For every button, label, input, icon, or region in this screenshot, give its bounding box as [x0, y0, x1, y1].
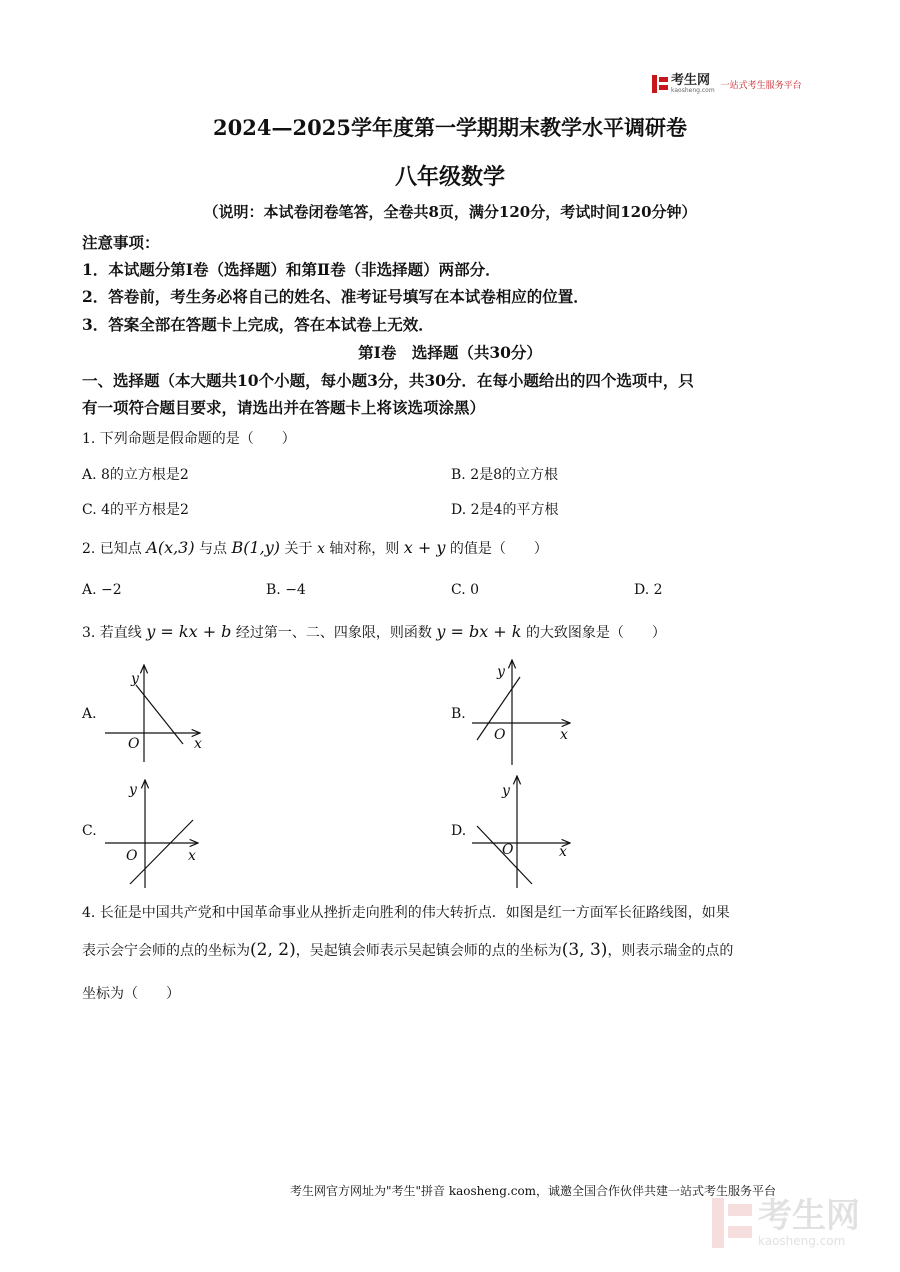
exam-title: 2024—2025学年度第一学期期末教学水平调研卷 [213, 115, 687, 140]
exam-note: （说明：本试卷闭卷笔答，全卷共8页，满分120分，考试时间120分钟） [203, 203, 697, 221]
q2-option-b: B. −4 [266, 582, 306, 598]
footer-text: 考生网官方网址为"考生"拼音 kaosheng.com，诚邀全国合作伙伴共建一站式考生服务平台 [290, 1184, 777, 1198]
q1-option-c: C. 4的平方根是2 [82, 502, 189, 518]
notice-item-2: 2．答卷前，考生务必将自己的姓名、准考证号填写在本试卷相应的位置． [82, 287, 589, 306]
q1-option-b: B. 2是8的立方根 [451, 467, 559, 483]
q4-line-1: 4. 长征是中国共产党和中国革命事业从挫折走向胜利的伟大转折点．如图是红一方面军长征路线图，如果 [82, 905, 730, 921]
q3-line1: y = kx + b [146, 622, 232, 641]
q3-label-d: D. [451, 823, 467, 839]
graph-a-origin: O [128, 736, 140, 752]
graph-b-x-label: x [560, 727, 568, 743]
q3-line2: y = bx + k [436, 622, 522, 641]
q2-suffix: 的值是（ ） [449, 541, 548, 557]
graph-c-origin: O [126, 848, 138, 864]
graph-d-origin: O [502, 842, 514, 858]
q3-label-c: C. [82, 823, 97, 839]
graph-b-origin: O [494, 727, 506, 743]
graph-b-y-label: y [497, 664, 505, 680]
graph-a-line [136, 685, 183, 744]
graph-d-y-label: y [502, 783, 510, 799]
q1-option-d: D. 2是4的平方根 [451, 502, 559, 518]
q2-option-c: C. 0 [451, 582, 480, 598]
q2-point-a: A(x,3) [146, 538, 195, 557]
graph-a-y-label: y [131, 671, 139, 687]
q4-line-2 [82, 940, 733, 960]
q4-text-b: ，吴起镇会师表示吴起镇会师的点的坐标为 [295, 943, 562, 959]
q4-text-c: ，则表示瑞金的点的 [607, 943, 734, 959]
q2-prefix: 2. 已知点 [82, 541, 142, 557]
graph-c-y-label: y [129, 782, 137, 798]
section-heading: 第Ⅰ卷 选择题（共30分） [358, 343, 542, 362]
q2-mid1: 与点 [199, 541, 228, 557]
q3-prefix: 3. 若直线 [82, 625, 142, 641]
q3-label-a: A. [82, 706, 97, 722]
q2-expression: x + y [403, 538, 446, 557]
notice-heading: 注意事项： [82, 233, 160, 252]
q3-suffix: 的大致图象是（ ） [525, 625, 666, 641]
q3-graph-c [105, 780, 198, 888]
q4-coord-2: (3, 3) [561, 940, 608, 960]
logo-url: kaosheng.com [671, 87, 715, 94]
q4-coord-1: (2, 2) [250, 940, 296, 960]
q2-mid3: 轴对称，则 [329, 541, 400, 557]
q3-graph-d [472, 776, 570, 888]
section-instructions-1: 一、选择题（本大题共10个小题，每小题3分，共30分．在每小题给出的四个选项中，只 [82, 371, 694, 390]
q3-graph-b [472, 660, 570, 765]
q3-label-b: B. [451, 706, 466, 722]
q4-line-3: 坐标为（ ） [82, 986, 180, 1002]
logo-slogan: 一站式考生服务平台 [720, 80, 802, 91]
watermark-logo-icon [712, 1198, 752, 1248]
q2-option-a: A. −2 [82, 582, 122, 598]
graph-c-x-label: x [188, 848, 196, 864]
notice-item-3: 3．答案全部在答题卡上完成，答在本试卷上无效． [82, 315, 434, 334]
watermark-url: kaosheng.com [758, 1234, 846, 1248]
q3-mid: 经过第一、二、四象限，则函数 [235, 625, 432, 641]
exam-subject: 八年级数学 [394, 164, 505, 190]
q1-stem: 1. 下列命题是假命题的是（ ） [82, 431, 296, 447]
watermark [712, 1198, 860, 1248]
logo-text: 考生网 [671, 73, 711, 88]
graph-a-x-label: x [194, 736, 202, 752]
section-instructions-2: 有一项符合题目要求，请选出并在答题卡上将该选项涂黑） [82, 398, 486, 417]
q1-option-a: A. 8的立方根是2 [82, 467, 189, 483]
watermark-text: 考生网 [758, 1196, 860, 1236]
q3-graph-a [105, 665, 202, 762]
q4-text-a: 表示会宁会师的点的坐标为 [82, 943, 250, 959]
q2-var-x: x [316, 541, 325, 557]
graph-c-line [130, 820, 193, 884]
q2-point-b: B(1,y) [231, 538, 281, 557]
notice-item-1: 1．本试题分第Ⅰ卷（选择题）和第Ⅱ卷（非选择题）两部分． [82, 260, 501, 279]
q2-option-d: D. 2 [634, 582, 663, 598]
graph-d-x-label: x [559, 844, 567, 860]
q2-mid2: 关于 [284, 541, 313, 557]
